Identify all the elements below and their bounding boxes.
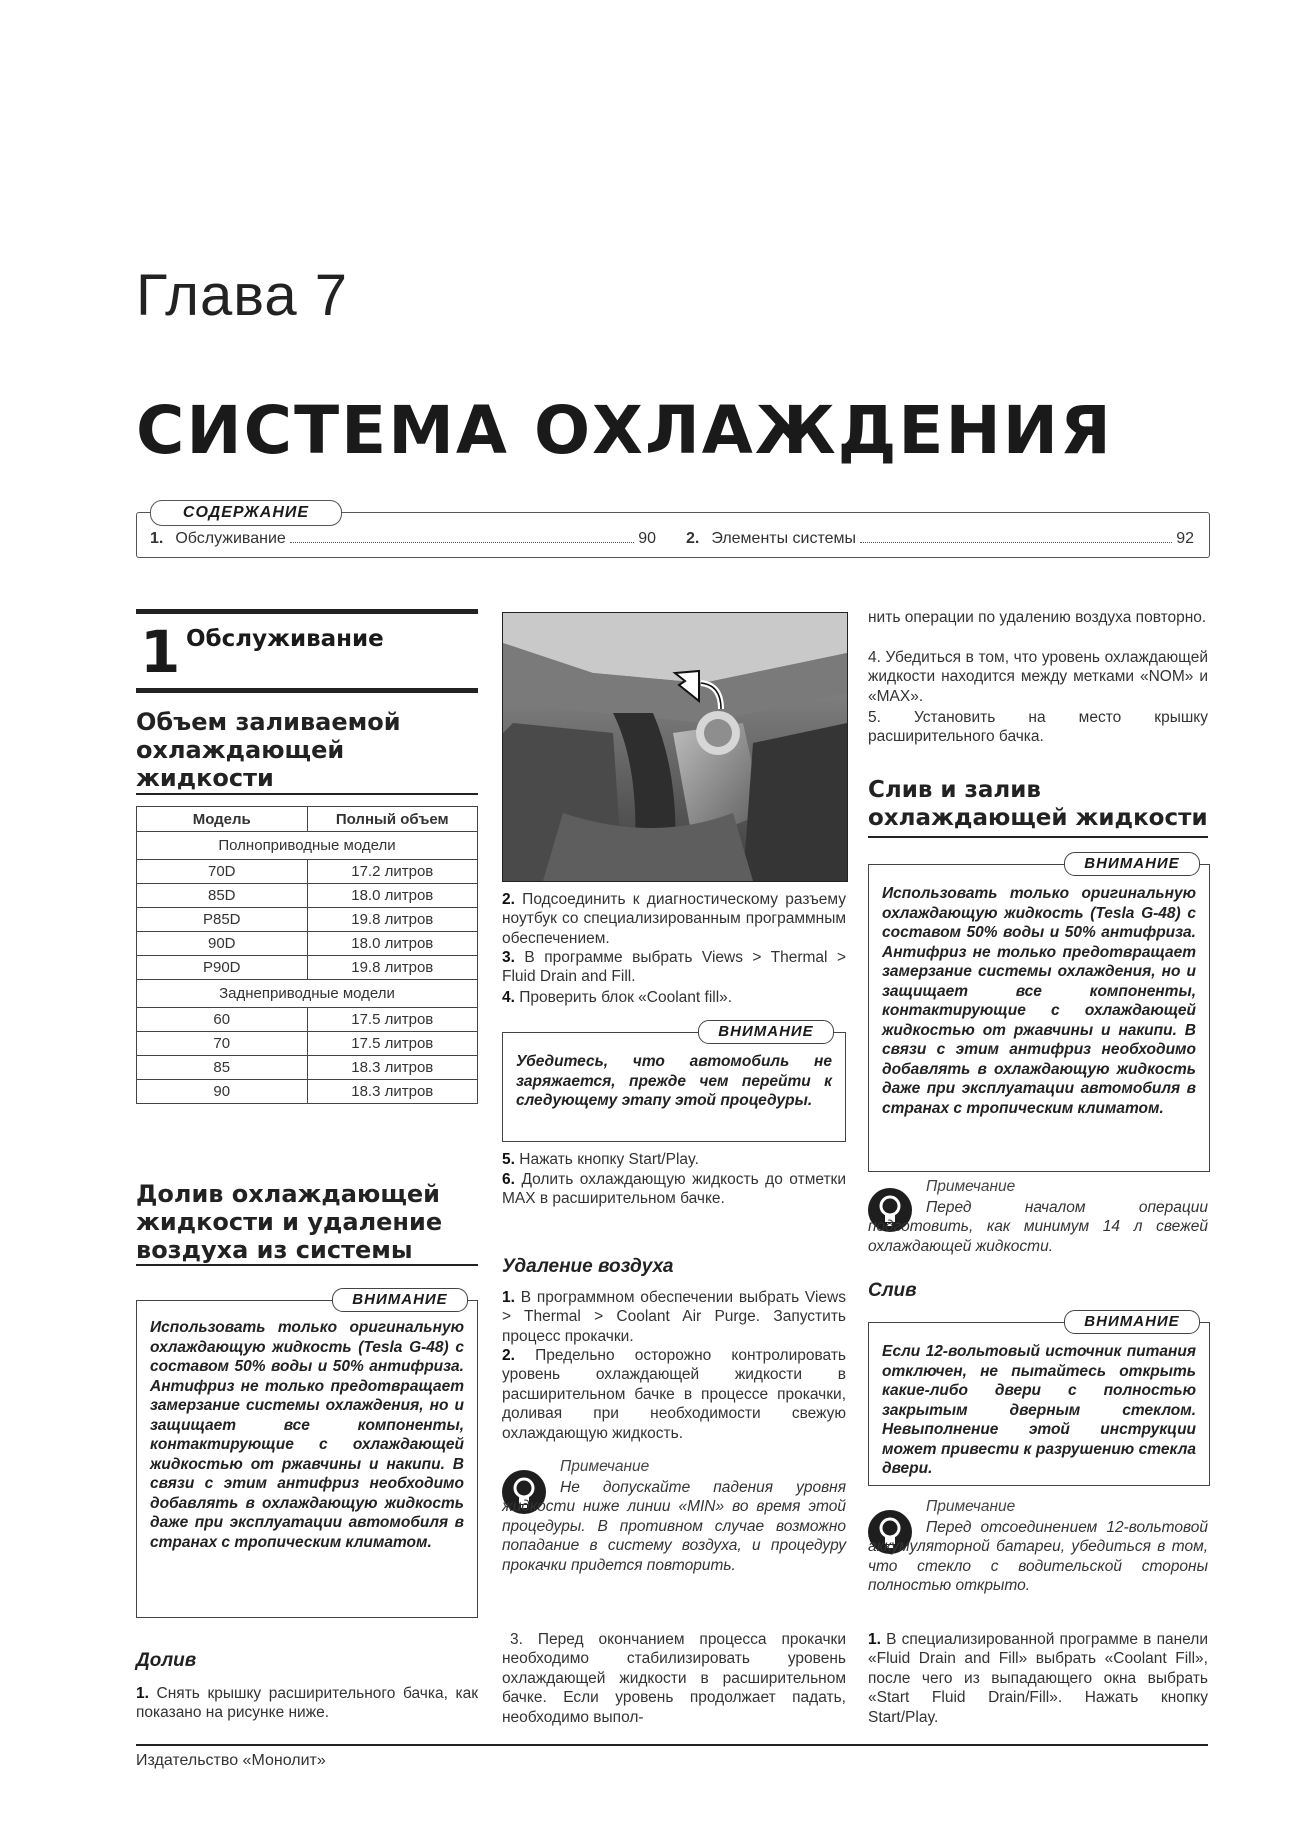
note-text: Перед началом операции подготовить, как минимум 14 л свежей охлаждающей жидкости.: [868, 1199, 1208, 1255]
topup-heading: Долив охлаждающей жидкости и удаление воздуха из системы: [136, 1180, 443, 1264]
toc-entry-number: 1.: [150, 530, 164, 547]
note-title: Примечание: [926, 1498, 1016, 1515]
toc-label: СОДЕРЖАНИЕ: [150, 500, 342, 526]
note-text: Не допускайте падения уровня жидкости ниже линии «MIN» во время этой процедуры. В противном случае возможно попадание в систему воздуха, и процедуру прокачки придется повторить.: [502, 1479, 846, 1574]
section-title: Обслуживание: [186, 626, 384, 652]
toc-entry-page: 92: [1176, 530, 1194, 547]
table-row: 90D 18.0 литров: [137, 932, 478, 956]
toc-leader-dots: [290, 530, 634, 543]
topup-subheading: Долив: [136, 1650, 197, 1671]
table-row: 85D 18.0 литров: [137, 884, 478, 908]
engine-bay-photo: [502, 612, 848, 882]
note-title: Примечание: [560, 1458, 650, 1475]
step-3: 3. В программе выбрать Views > Thermal > Fluid Drain and Fill.: [502, 949, 847, 986]
table-row: 60 17.5 литров: [137, 1008, 478, 1032]
warning-label: ВНИМАНИЕ: [698, 1020, 834, 1044]
table-row: 85 18.3 литров: [137, 1056, 478, 1080]
warning-label: ВНИМАНИЕ: [1064, 852, 1200, 876]
toc-entry-title: Элементы системы: [711, 530, 857, 547]
section-rule: [136, 688, 478, 693]
drain-subheading: Слив: [868, 1280, 917, 1301]
continued-text: нить операции по удалению воздуха повторно.: [868, 609, 1207, 626]
drain-step-1: 1. В специализированной программе в панели «Fluid Drain and Fill» выбрать «Coolant Fill», после чего из выпадающего окна выбрать «Start Fluid Drain/Fill». Нажать кнопку Start/Play.: [868, 1631, 1208, 1726]
air-purge-heading: Удаление воздуха: [502, 1256, 674, 1277]
warning-text: Использовать только оригинальную охлаждающую жидкость (Tesla G-48) с составом 50% воды и 50% антифриза. Антифриз не только предотвращает замерзание системы охлаждения, но и защищает все компоненты, контактирующие с охлаждающей жидкостью от ржавчины и накипи. В связи с этим антифриз необходимо добавлять в охлаждающую жидкость даже при эксплуатации автомобиля в странах с тропическим климатом.: [882, 885, 1196, 1117]
step-5-cap: 5. Установить на место крышку расширительного бачка.: [868, 709, 1208, 746]
warning-text: Убедитесь, что автомобиль не заряжается, прежде чем перейти к следующему этапу этой процедуры.: [516, 1053, 832, 1109]
heading-underline: [868, 836, 1208, 838]
footer-rule: [136, 1744, 1208, 1746]
air-step-3: 3. Перед окончанием процесса прокачки необходимо стабилизировать уровень охлаждающей жидкости в расширительном бачке. Если уровень продолжает падать, необходимо выпол-: [502, 1631, 846, 1726]
warning-label: ВНИМАНИЕ: [332, 1288, 468, 1312]
toc-entry-number: 2.: [686, 530, 700, 547]
air-step-2: 2. Предельно осторожно контролировать уровень охлаждающей жидкости в расширительном бачке в процессе прокачки, доливая при необходимости свежую охлаждающую жидкость.: [502, 1347, 846, 1442]
toc-entry-2[interactable]: [686, 530, 1194, 548]
step-4: 4. Проверить блок «Coolant fill».: [502, 989, 733, 1006]
toc-entry-1[interactable]: [150, 530, 656, 548]
chapter-title: СИСТЕМА ОХЛАЖДЕНИЯ: [136, 392, 1113, 469]
table-group-awd: Полноприводные модели: [137, 832, 478, 860]
section-number: 1: [140, 618, 181, 686]
warning-text: Использовать только оригинальную охлаждающую жидкость (Tesla G-48) с составом 50% воды и 50% антифриза. Антифриз не только предотвращает замерзание системы охлаждения, но и защищает все компоненты, контактирующие с охлаждающей жидкостью от ржавчины и накипи. В связи с этим антифриз необходимо добавлять в охлаждающую жидкость даже при эксплуатации автомобиля в странах с тропическим климатом.: [150, 1319, 464, 1551]
table-header-model: Модель: [137, 807, 308, 832]
toc-entry-title: Обслуживание: [175, 530, 286, 547]
table-group-rwd: Заднеприводные модели: [137, 980, 478, 1008]
section-rule: [136, 609, 478, 614]
table-row: P90D 19.8 литров: [137, 956, 478, 980]
table-row: P85D 19.8 литров: [137, 908, 478, 932]
step-2: 2. Подсоединить к диагностическому разъему ноутбук со специализированным программным обеспечением.: [502, 891, 846, 947]
topup-step-1: 1. Снять крышку расширительного бачка, как показано на рисунке ниже.: [136, 1685, 479, 1722]
chapter-label: Глава 7: [136, 263, 349, 328]
footer-publisher: Издательство «Монолит»: [136, 1752, 326, 1769]
warning-text: Если 12-вольтовый источник питания отключен, не пытайтесь открыть какие-либо двери с полностью закрытым дверным стеклом. Невыполнение этой инструкции может привести к разрушению стекла двери.: [882, 1343, 1196, 1477]
step-4-level: 4. Убедиться в том, что уровень охлаждающей жидкости находится между метками «NOM» и «MAX».: [868, 649, 1208, 705]
capacity-heading: Объем заливаемой охлаждающей жидкости: [136, 708, 401, 792]
table-row: 90 18.3 литров: [137, 1080, 478, 1104]
note-text: Перед отсоединением 12-вольтовой аккумуляторной батареи, убедиться в том, что стекло с водительской стороны полностью открыто.: [868, 1519, 1208, 1595]
warning-label: ВНИМАНИЕ: [1064, 1310, 1200, 1334]
toc-entry-page: 90: [638, 530, 656, 547]
drain-fill-heading: Слив и залив охлаждающей жидкости: [868, 777, 1208, 831]
heading-underline: [136, 1264, 478, 1266]
step-5: 5. Нажать кнопку Start/Play.: [502, 1151, 699, 1168]
table-row: 70D 17.2 литров: [137, 860, 478, 884]
note-title: Примечание: [926, 1178, 1016, 1195]
coolant-capacity-table: [136, 806, 478, 1104]
table-header-row: [137, 807, 478, 832]
toc-leader-dots: [860, 530, 1172, 543]
table-header-volume: Полный объем: [307, 807, 478, 832]
engine-photo-drawing: [503, 613, 847, 881]
table-row: 70 17.5 литров: [137, 1032, 478, 1056]
step-6: 6. Долить охлаждающую жидкость до отметки MAX в расширительном бачке.: [502, 1171, 846, 1208]
air-step-1: 1. В программном обеспечении выбрать Views > Thermal > Coolant Air Purge. Запустить процесс прокачки.: [502, 1289, 846, 1345]
heading-underline: [136, 793, 478, 795]
